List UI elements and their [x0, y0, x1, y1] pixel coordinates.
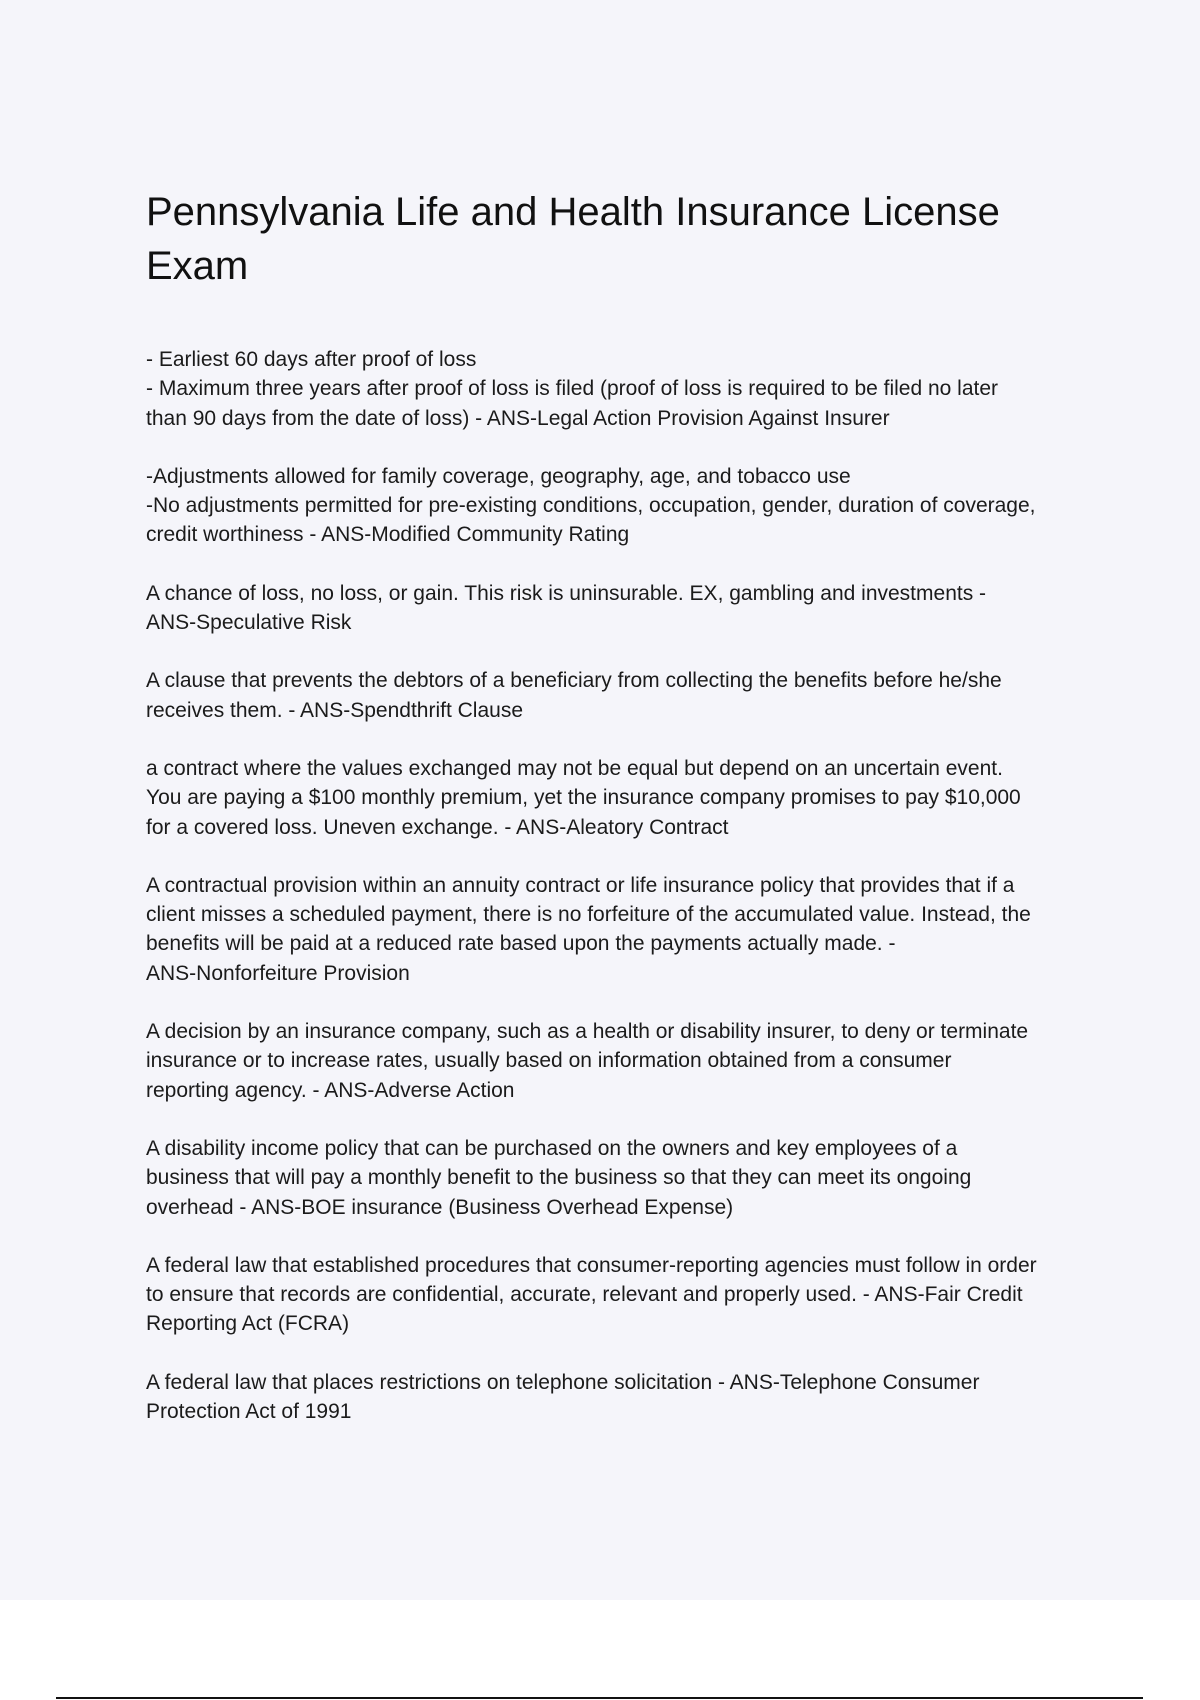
flashcard-entry	[146, 1017, 1096, 1105]
entry-line: -No adjustments permitted for pre-existing conditions, occupation, gender, duration of coverage,	[146, 494, 1036, 518]
entry-line: client misses a scheduled payment, there is no forfeiture of the accumulated value. Instead, the	[146, 903, 1031, 927]
entry-line: - Maximum three years after proof of loss is filed (proof of loss is required to be filed no later	[146, 377, 999, 401]
flashcard-entry	[146, 666, 1096, 725]
flashcard-entry	[146, 579, 1096, 638]
entry-line: ANS-Speculative Risk	[146, 611, 352, 635]
entry-line: credit worthiness - ANS-Modified Community Rating	[146, 523, 630, 547]
entry-line: insurance or to increase rates, usually based on information obtained from a consumer	[146, 1049, 952, 1073]
document-content	[146, 185, 1096, 1455]
entry-line: business that will pay a monthly benefit to the business so that they can meet its ongoing	[146, 1166, 972, 1190]
entry-line: A contractual provision within an annuity contract or life insurance policy that provides that if a	[146, 873, 1015, 897]
flashcard-entry	[146, 871, 1096, 988]
flashcard-entry	[146, 1251, 1096, 1339]
entry-line: A federal law that places restrictions on telephone solicitation - ANS-Telephone Consumer	[146, 1370, 980, 1394]
entry-line: reporting agency. - ANS-Adverse Action	[146, 1078, 515, 1102]
entry-line: You are paying a $100 monthly premium, yet the insurance company promises to pay $10,000	[146, 786, 1021, 810]
entry-line: Protection Act of 1991	[146, 1400, 352, 1424]
footer-divider	[56, 1697, 1143, 1699]
entry-line: receives them. - ANS-Spendthrift Clause	[146, 698, 523, 722]
entry-line: to ensure that records are confidential, accurate, relevant and properly used. - ANS-Fair Credit	[146, 1283, 1023, 1307]
entry-line: Reporting Act (FCRA)	[146, 1312, 350, 1336]
entry-line: benefits will be paid at a reduced rate based upon the payments actually made. -	[146, 932, 896, 956]
entry-line: ANS-Nonforfeiture Provision	[146, 961, 410, 985]
flashcard-entry	[146, 462, 1096, 550]
entry-line: A disability income policy that can be purchased on the owners and key employees of a	[146, 1136, 958, 1160]
entry-line: A chance of loss, no loss, or gain. This risk is uninsurable. EX, gambling and investments -	[146, 581, 987, 605]
entry-line: - Earliest 60 days after proof of loss	[146, 348, 477, 371]
entry-line: A clause that prevents the debtors of a beneficiary from collecting the benefits before he/she	[146, 669, 1002, 693]
entry-line: a contract where the values exchanged may not be equal but depend on an uncertain event.	[146, 756, 1003, 780]
flashcard-entry	[146, 754, 1096, 842]
flashcard-entry	[146, 1134, 1096, 1222]
flashcard-entry	[146, 1368, 1096, 1427]
entry-line: than 90 days from the date of loss) - ANS-Legal Action Provision Against Insurer	[146, 406, 890, 430]
entry-line: overhead - ANS-BOE insurance (Business Overhead Expense)	[146, 1195, 734, 1219]
page-title	[146, 185, 1096, 293]
title-line: Pennsylvania Life and Health Insurance License	[146, 190, 1000, 234]
entry-line: -Adjustments allowed for family coverage, geography, age, and tobacco use	[146, 464, 851, 488]
entry-line: for a covered loss. Uneven exchange. - ANS-Aleatory Contract	[146, 815, 729, 839]
flashcard-entry	[146, 345, 1096, 433]
title-line: Exam	[146, 244, 249, 288]
entry-line: A federal law that established procedures that consumer-reporting agencies must follow in order	[146, 1253, 1037, 1277]
entry-line: A decision by an insurance company, such as a health or disability insurer, to deny or terminate	[146, 1020, 1029, 1044]
